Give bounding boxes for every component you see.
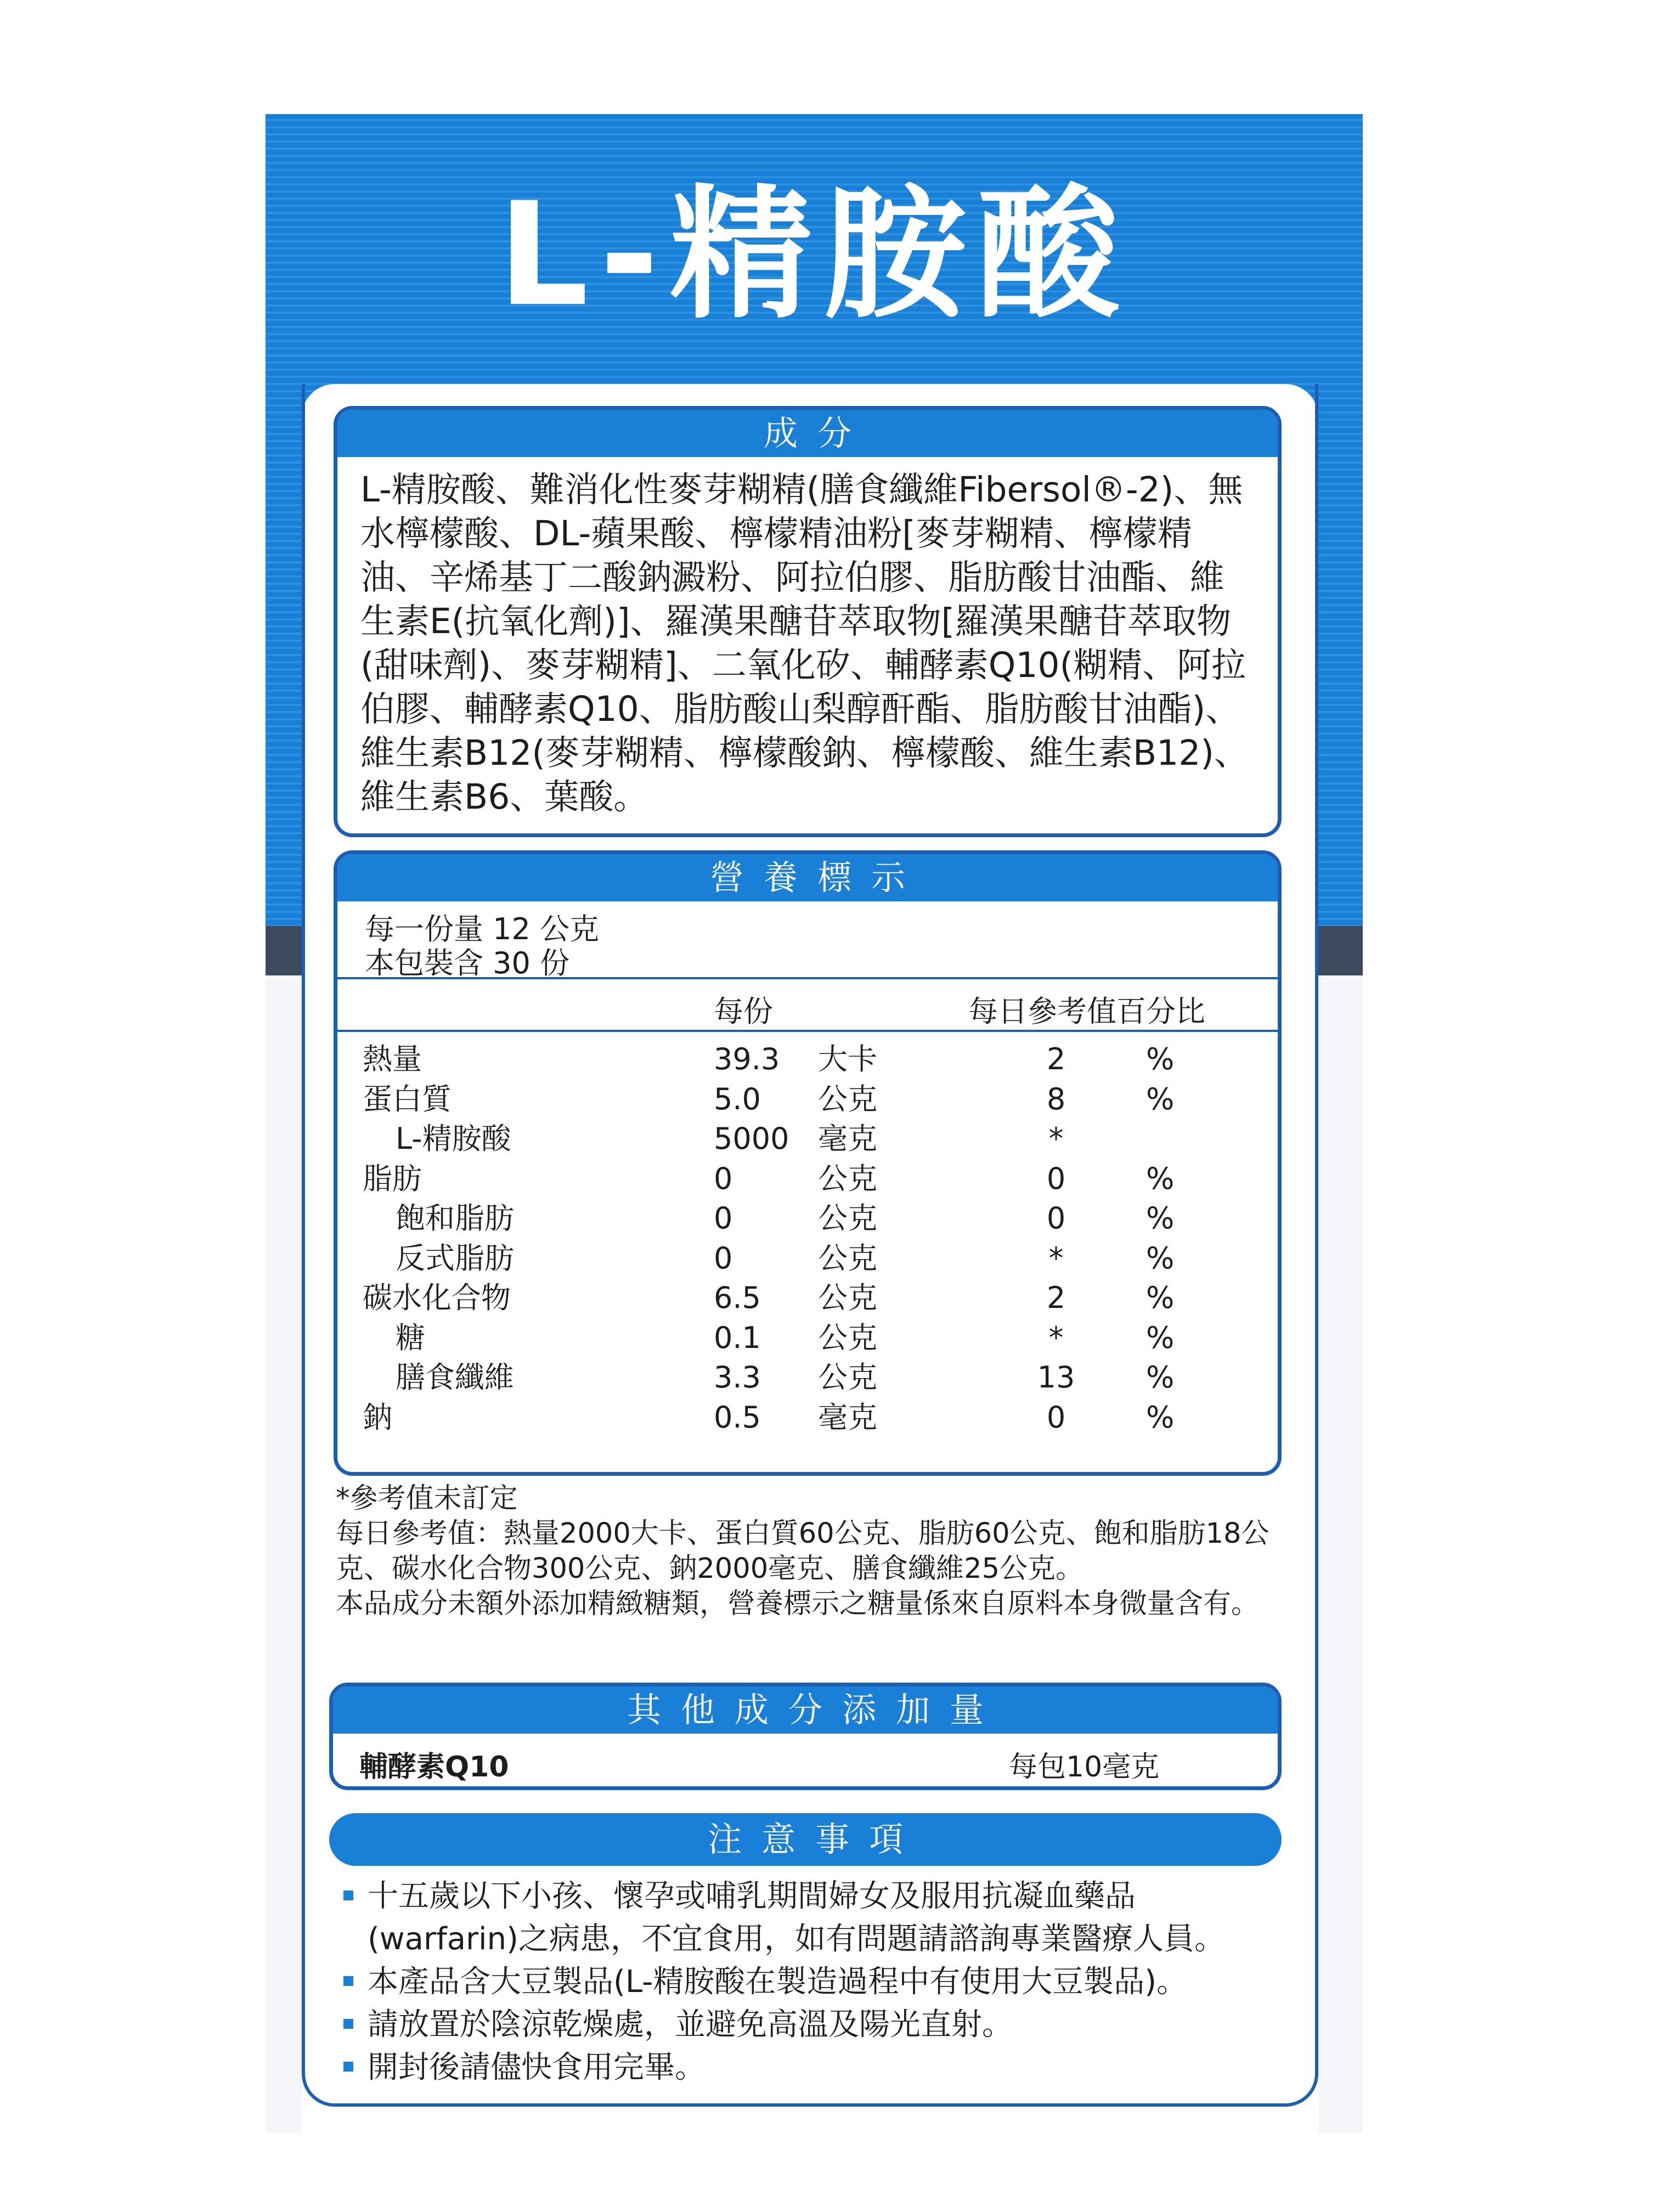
- product-title: L-精胺酸: [498, 172, 1131, 338]
- caution-text: 本產品含大豆製品(L-精胺酸在製造過程中有使用大豆製品)。: [368, 1964, 1188, 2000]
- note-daily-values: 每日參考值：熱量2000大卡、蛋白質60公克、脂肪60公克、飽和脂肪18公克、碳水化合物300公克、鈉2000毫克、膳食纖維25公克。: [336, 1517, 1269, 1585]
- nutrient-unit: 公克: [818, 1081, 877, 1116]
- caution-heading: 注意事項: [329, 1813, 1282, 1866]
- nutrition-heading: 營養標示: [337, 854, 1278, 901]
- square-bullet-icon: [343, 1891, 353, 1900]
- caution-text: 十五歲以下小孩、懷孕或哺乳期間婦女及服用抗凝血藥品(warfarin)之病患，不宜食用，如有問題請諮詢專業醫療人員。: [368, 1878, 1225, 1957]
- nutrient-name: 糖: [396, 1320, 425, 1355]
- nutrient-unit: 公克: [818, 1360, 877, 1395]
- nutrient-value: 0.5: [714, 1400, 761, 1435]
- nutrient-pct-symbol: %: [1146, 1360, 1175, 1395]
- nutrient-unit: 毫克: [818, 1121, 877, 1156]
- square-bullet-icon: [343, 1976, 353, 1986]
- nutrition-row: [337, 1239, 1278, 1279]
- nutrient-daily-pct: 0: [1046, 1161, 1066, 1196]
- ingredients-text: L-精胺酸、難消化性麥芽糊精(膳食纖維Fibersol®-2)、無水檸檬酸、DL-蘋果酸、檸檬精油粉[麥芽糊精、檸檬精油、辛烯基丁二酸鈉澱粉、阿拉伯膠、脂肪酸甘油酯、維生素E(抗氧化劑)]、羅漢果醣苷萃取物[羅漢果醣苷萃取物(甜味劑)、麥芽糊精]、二氧化矽、輔酵素Q10(糊精、阿拉伯膠、輔酵素Q10、脂肪酸山梨醇酐酯、脂肪酸甘油酯)、維生素B12(麥芽糊精、檸檬酸鈉、檸檬酸、維生素B12)、維生素B6、葉酸。: [360, 470, 1249, 817]
- square-bullet-icon: [343, 2019, 353, 2029]
- nutrient-value: 5000: [714, 1121, 789, 1156]
- nutrient-pct-symbol: %: [1146, 1081, 1175, 1116]
- serving-info: [337, 901, 1278, 980]
- caution-text: 開封後請儘快食用完畢。: [368, 2050, 706, 2085]
- box-side-left: [266, 975, 302, 2133]
- nutrition-rows: [337, 1032, 1278, 1437]
- nutrition-row: [337, 1318, 1278, 1358]
- nutrient-value: 6.5: [714, 1280, 761, 1315]
- nutrient-daily-pct: 2: [1046, 1042, 1066, 1076]
- nutrient-value: 5.0: [714, 1081, 761, 1116]
- nutrient-daily-pct: 0: [1046, 1201, 1066, 1235]
- nutrient-pct-symbol: %: [1146, 1161, 1175, 1196]
- other-ingredient-amount: 每包10毫克: [1009, 1751, 1160, 1784]
- nutrition-row: [337, 1040, 1278, 1080]
- nutrient-daily-pct: *: [1048, 1320, 1064, 1355]
- nutrition-column-headers: [337, 979, 1278, 1030]
- nutrient-daily-pct: 0: [1046, 1400, 1066, 1435]
- nutrient-name: 碳水化合物: [363, 1280, 511, 1315]
- nutrient-unit: 公克: [818, 1161, 877, 1196]
- nutrient-pct-symbol: %: [1146, 1280, 1175, 1315]
- nutrient-daily-pct: *: [1048, 1121, 1064, 1156]
- daily-pct-header: 每日參考值百分比: [968, 994, 1205, 1029]
- nutrient-value: 3.3: [714, 1360, 761, 1395]
- nutrient-name: 蛋白質: [363, 1081, 452, 1116]
- nutrient-name: 膳食纖維: [396, 1360, 514, 1395]
- other-ingredient-row: [333, 1734, 1278, 1788]
- nutrition-row: [337, 1159, 1278, 1199]
- nutrition-row: [337, 1278, 1278, 1318]
- nutrient-unit: 公克: [818, 1280, 877, 1315]
- nutrient-unit: 毫克: [818, 1400, 877, 1435]
- nutrient-name: 脂肪: [363, 1161, 422, 1196]
- nutrition-box: [334, 850, 1282, 1476]
- nutrient-value: 39.3: [714, 1042, 780, 1076]
- nutrient-daily-pct: *: [1048, 1240, 1064, 1276]
- note-sugar: 本品成分未額外添加精緻糖類，營養標示之糖量係來自原料本身微量含有。: [336, 1588, 1260, 1620]
- caution-item: [340, 2046, 1284, 2089]
- caution-item: [340, 1961, 1284, 2004]
- other-ingredients-box: [329, 1683, 1282, 1790]
- caution-text: 請放置於陰涼乾燥處，並避免高溫及陽光直射。: [368, 2007, 1013, 2042]
- nutrient-pct-symbol: %: [1146, 1042, 1175, 1076]
- servings-per-package: 本包裝含 30 份: [365, 946, 570, 980]
- nutrient-value: 0: [714, 1240, 733, 1276]
- other-ingredient-name: 輔酵素Q10: [359, 1751, 509, 1784]
- nutrient-name: L-精胺酸: [396, 1121, 511, 1156]
- nutrition-row: [337, 1119, 1278, 1159]
- note-reference-undefined: *參考值未訂定: [336, 1482, 518, 1515]
- per-serving-header: 每份: [714, 994, 773, 1029]
- nutrient-name: 飽和脂肪: [396, 1201, 514, 1235]
- nutrient-value: 0.1: [714, 1320, 761, 1355]
- nutrient-name: 熱量: [363, 1042, 422, 1076]
- nutrient-unit: 公克: [818, 1320, 877, 1355]
- nutrient-name: 反式脂肪: [396, 1240, 514, 1276]
- caution-item: [340, 1875, 1284, 1961]
- serving-size: 每一份量 12 公克: [365, 912, 600, 946]
- nutrient-unit: 大卡: [818, 1042, 877, 1076]
- nutrient-pct-symbol: %: [1146, 1400, 1175, 1435]
- nutrient-pct-symbol: %: [1146, 1240, 1175, 1276]
- dark-strip-left: [266, 926, 302, 975]
- nutrition-row: [337, 1398, 1278, 1438]
- ingredients-heading: 成分: [337, 410, 1278, 457]
- nutrient-value: 0: [714, 1161, 733, 1196]
- nutrition-notes: [336, 1481, 1290, 1622]
- nutrient-daily-pct: 8: [1046, 1081, 1066, 1116]
- square-bullet-icon: [343, 2062, 353, 2072]
- nutrient-pct-symbol: %: [1146, 1201, 1175, 1235]
- nutrition-row: [337, 1199, 1278, 1239]
- nutrition-row: [337, 1080, 1278, 1120]
- nutrient-value: 0: [714, 1201, 733, 1235]
- dark-strip-right: [1318, 926, 1363, 975]
- box-side-right: [1318, 975, 1363, 2133]
- nutrient-name: 鈉: [363, 1400, 392, 1435]
- caution-item: [340, 2004, 1284, 2046]
- caution-list: [340, 1875, 1284, 2089]
- nutrient-unit: 公克: [818, 1240, 877, 1276]
- nutrient-pct-symbol: %: [1146, 1320, 1175, 1355]
- nutrient-daily-pct: 2: [1046, 1280, 1066, 1315]
- other-ingredients-heading: 其他成分添加量: [333, 1686, 1278, 1734]
- nutrition-row: [337, 1358, 1278, 1398]
- nutrient-unit: 公克: [818, 1201, 877, 1235]
- nutrient-daily-pct: 13: [1037, 1360, 1075, 1395]
- ingredients-box: [334, 406, 1282, 837]
